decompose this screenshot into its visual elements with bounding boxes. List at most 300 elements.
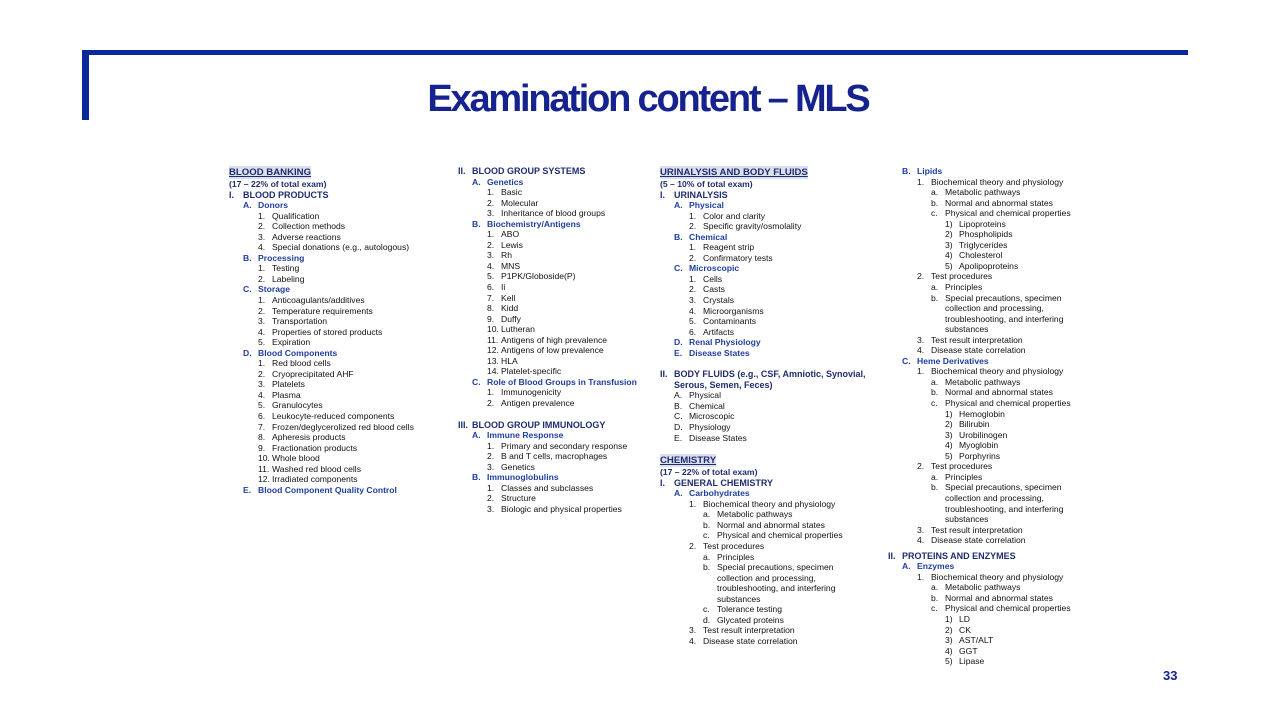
outline-text: P1PK/Globoside(P)	[501, 271, 576, 282]
outline-text: Temperature requirements	[272, 305, 373, 316]
outline-item	[229, 221, 455, 232]
subtopic	[458, 219, 684, 230]
outline-item	[229, 464, 455, 475]
section-spacer	[458, 409, 684, 420]
outline-item	[660, 552, 886, 563]
outline-text: Biochemical theory and physiology	[931, 176, 1064, 187]
outline-text: Normal and abnormal states	[945, 387, 1053, 398]
outline-item	[888, 451, 1114, 462]
outline-label: a.	[931, 282, 939, 293]
outline-label: 1.	[689, 242, 697, 253]
outline-item	[888, 398, 1114, 409]
outline-item	[888, 303, 1114, 314]
outline-label: 4.	[689, 305, 697, 316]
outline-text: PROTEINS AND ENZYMES	[902, 550, 1016, 561]
outline-label: 2.	[917, 271, 925, 282]
outline-label: 1.	[917, 571, 925, 582]
outline-item	[458, 187, 684, 198]
major-topic	[660, 369, 886, 380]
outline-label: C.	[674, 411, 683, 422]
outline-label: 2.	[487, 398, 495, 409]
outline-label: 3.	[258, 379, 266, 390]
outline-text: AST/ALT	[959, 635, 994, 646]
outline-label	[931, 514, 945, 525]
outline-item	[660, 316, 886, 327]
outline-label: 4)	[945, 440, 953, 451]
outline-text: Test procedures	[931, 461, 993, 472]
outline-label: 2.	[487, 239, 495, 250]
outline-label: b.	[931, 197, 939, 208]
outline-label	[931, 493, 945, 504]
outline-item	[888, 535, 1114, 546]
outline-text: Whole blood	[272, 453, 320, 464]
outline-item	[660, 636, 886, 647]
outline-label: C.	[243, 284, 252, 295]
outline-text: Antigens of high prevalence	[501, 334, 608, 345]
outline-text: Physical and chemical properties	[945, 603, 1071, 614]
outline-item	[888, 366, 1114, 377]
outline-item	[888, 177, 1114, 188]
outline-item	[660, 530, 886, 541]
outline-text: Immune Response	[487, 430, 564, 441]
major-topic	[660, 190, 886, 201]
section-weight	[660, 179, 886, 190]
outline-label: 6.	[258, 411, 266, 422]
outline-item	[229, 337, 455, 348]
subtopic	[458, 377, 684, 388]
outline-text: collection and processing,	[717, 572, 816, 583]
section-heading	[660, 166, 886, 179]
outline-item	[888, 482, 1114, 493]
outline-label: a.	[703, 551, 711, 562]
outline-text: Test result interpretation	[931, 334, 1023, 345]
outline-item	[458, 208, 684, 219]
outline-text: Genetics	[487, 176, 524, 187]
outline-label: b.	[931, 387, 939, 398]
outline-item	[888, 240, 1114, 251]
outline-label: 5.	[258, 400, 266, 411]
outline-item	[888, 324, 1114, 335]
outline-text: Plasma	[272, 389, 301, 400]
major-topic	[458, 166, 684, 177]
outline-label: II.	[458, 166, 466, 176]
subtopic	[458, 430, 684, 441]
subtopic	[229, 200, 455, 211]
outline-label: 1)	[945, 408, 953, 419]
outline-text: Test procedures	[931, 271, 993, 282]
outline-label	[931, 303, 945, 314]
outline-label: 1.	[487, 229, 495, 240]
outline-label: A.	[674, 390, 683, 401]
outline-label: c.	[703, 530, 710, 541]
outline-text: Glycated proteins	[717, 614, 784, 625]
outline-label: C.	[472, 376, 481, 387]
outline-text: Microscopic	[689, 411, 735, 422]
outline-label: 8.	[258, 432, 266, 443]
outline-label: a.	[931, 187, 939, 198]
outline-item	[888, 572, 1114, 583]
outline-text: BLOOD BANKING	[229, 167, 312, 178]
outline-text: Biologic and physical properties	[501, 503, 622, 514]
outline-label: 14.	[487, 366, 499, 377]
outline-label: a.	[931, 471, 939, 482]
outline-text: Reagent strip	[703, 242, 755, 253]
outline-item	[229, 295, 455, 306]
outline-text: Disease state correlation	[931, 345, 1026, 356]
outline-label: 2.	[917, 461, 925, 472]
outline-text: Special precautions, specimen	[945, 482, 1062, 493]
outline-text: Qualification	[272, 210, 320, 221]
outline-text: BLOOD GROUP IMMUNOLOGY	[472, 419, 606, 430]
outline-item	[458, 198, 684, 209]
outline-text: Biochemical theory and physiology	[931, 366, 1064, 377]
outline-label: 3.	[487, 250, 495, 261]
content-column-2	[458, 166, 684, 515]
outline-text: Disease States	[689, 347, 750, 358]
outline-label: 4.	[917, 345, 925, 356]
outline-label: 3.	[258, 231, 266, 242]
subtopic	[660, 337, 886, 348]
outline-item	[888, 472, 1114, 483]
outline-label: 4)	[945, 645, 953, 656]
outline-item	[888, 229, 1114, 240]
outline-label: 2)	[945, 624, 953, 635]
outline-label: 2.	[689, 540, 697, 551]
outline-text: substances	[717, 593, 761, 604]
outline-label: 2.	[689, 284, 697, 295]
outline-item	[888, 635, 1114, 646]
outline-text: Metabolic pathways	[717, 509, 793, 520]
outline-label: 5.	[689, 316, 697, 327]
outline-text: Blood Components	[258, 347, 338, 358]
outline-text: Properties of stored products	[272, 326, 383, 337]
outline-text: Special donations (e.g., autologous)	[272, 242, 410, 253]
outline-text: Biochemical theory and physiology	[703, 498, 836, 509]
outline-item	[888, 419, 1114, 430]
outline-text: Irradiated components	[272, 474, 358, 485]
outline-text: Color and clarity	[703, 210, 766, 221]
outline-label: a.	[931, 376, 939, 387]
outline-item	[458, 271, 684, 282]
outline-item	[458, 240, 684, 251]
outline-item	[888, 582, 1114, 593]
outline-item	[888, 625, 1114, 636]
outline-label: 11.	[487, 334, 499, 345]
outline-item	[660, 520, 886, 531]
outline-label: 4.	[689, 635, 697, 646]
outline-item	[458, 504, 684, 515]
outline-text: Physical	[689, 200, 724, 211]
outline-label: 12.	[487, 345, 499, 356]
outline-text: Inheritance of blood groups	[501, 208, 606, 219]
outline-label: B.	[674, 400, 683, 411]
page-number: 33	[1163, 668, 1178, 683]
outline-text: Special precautions, specimen	[945, 292, 1062, 303]
outline-label	[703, 573, 717, 584]
subtopic	[660, 200, 886, 211]
outline-item	[888, 440, 1114, 451]
outline-item	[888, 187, 1114, 198]
outline-label: I.	[660, 477, 666, 488]
outline-text: Special precautions, specimen	[717, 562, 834, 573]
outline-label	[703, 594, 717, 605]
outline-item	[888, 293, 1114, 304]
outline-text: Urobilinogen	[959, 429, 1008, 440]
outline-label: 3.	[487, 503, 495, 514]
outline-text: Principles	[945, 471, 983, 482]
outline-item	[458, 335, 684, 346]
outline-text: Kell	[501, 292, 516, 303]
outline-label: 10.	[487, 324, 499, 335]
outline-label: 3.	[689, 295, 697, 306]
outline-label: 5)	[945, 260, 953, 271]
outline-label: I.	[660, 189, 666, 200]
outline-text: Physical and chemical properties	[945, 208, 1071, 219]
outline-text: Physical and chemical properties	[945, 398, 1071, 409]
outline-text: Myoglobin	[959, 440, 999, 451]
outline-text: Rh	[501, 250, 512, 261]
outline-item	[660, 604, 886, 615]
outline-item	[888, 198, 1114, 209]
outline-item	[660, 411, 886, 422]
outline-item	[660, 253, 886, 264]
outline-text: Crystals	[703, 295, 735, 306]
outline-item	[660, 562, 886, 573]
outline-item	[229, 306, 455, 317]
outline-item	[458, 250, 684, 261]
outline-item	[458, 462, 684, 473]
outline-label: 4)	[945, 250, 953, 261]
outline-label: b.	[703, 519, 711, 530]
outline-label: c.	[931, 603, 938, 614]
outline-item	[660, 295, 886, 306]
outline-label: 2.	[258, 368, 266, 379]
outline-item	[888, 271, 1114, 282]
outline-text: Principles	[717, 551, 755, 562]
outline-label: E.	[243, 484, 252, 495]
outline-label: 1.	[487, 482, 495, 493]
outline-label: 1.	[917, 366, 925, 377]
outline-item	[660, 401, 886, 412]
outline-label: A.	[902, 561, 911, 572]
outline-text: substances	[945, 324, 989, 335]
subtopic	[660, 232, 886, 243]
outline-label: 1)	[945, 218, 953, 229]
outline-text: Chemical	[689, 231, 728, 242]
outline-label: 3.	[689, 625, 697, 636]
outline-item	[229, 474, 455, 485]
outline-item	[888, 656, 1114, 667]
outline-text: Processing	[258, 252, 305, 263]
outline-text: Genetics	[501, 461, 535, 472]
outline-label: a.	[931, 582, 939, 593]
outline-label: C.	[902, 355, 911, 366]
outline-text: Enzymes	[917, 561, 955, 572]
outline-text: Casts	[703, 284, 725, 295]
outline-label: 2.	[487, 493, 495, 504]
outline-item	[229, 274, 455, 285]
content-column-4	[888, 166, 1114, 667]
outline-item	[660, 594, 886, 605]
outline-text: ABO	[501, 229, 520, 240]
outline-text: collection and processing,	[945, 492, 1044, 503]
outline-label: B.	[902, 166, 911, 176]
outline-text: BLOOD PRODUCTS	[243, 189, 329, 200]
outline-item	[660, 422, 886, 433]
outline-text: Leukocyte-reduced components	[272, 411, 395, 422]
outline-label: A.	[472, 430, 481, 441]
outline-label	[703, 583, 717, 594]
section-spacer	[660, 358, 886, 369]
outline-text: CHEMISTRY	[660, 455, 717, 467]
outline-text: Cryoprecipitated AHF	[272, 368, 354, 379]
outline-item	[229, 327, 455, 338]
outline-text: Antigens of low prevalence	[501, 345, 604, 356]
section-heading	[660, 454, 886, 467]
outline-label: II.	[888, 550, 896, 561]
outline-text: Microorganisms	[703, 305, 764, 316]
outline-text: (17 – 22% of total exam)	[660, 467, 758, 478]
outline-text: Serous, Semen, Feces)	[674, 379, 773, 390]
outline-label: A.	[674, 488, 683, 499]
outline-text: Metabolic pathways	[945, 187, 1021, 198]
outline-item	[888, 614, 1114, 625]
outline-label: II.	[660, 369, 668, 380]
outline-label: 1.	[689, 498, 697, 509]
outline-item	[458, 356, 684, 367]
outline-item	[888, 593, 1114, 604]
outline-label: 7.	[258, 421, 266, 432]
outline-item	[229, 411, 455, 422]
outline-item	[458, 314, 684, 325]
outline-text: Frozen/deglycerolized red blood cells	[272, 421, 414, 432]
outline-item	[229, 211, 455, 222]
outline-label: 12.	[258, 474, 270, 485]
outline-text: HLA	[501, 355, 518, 366]
outline-text: Lipase	[959, 656, 985, 667]
outline-item	[888, 409, 1114, 420]
outline-label: 4.	[258, 326, 266, 337]
outline-text: Expiration	[272, 337, 311, 348]
outline-item	[229, 453, 455, 464]
outline-text: GGT	[959, 645, 978, 656]
outline-label: 1)	[945, 613, 953, 624]
outline-text: Storage	[258, 284, 290, 295]
outline-text: Normal and abnormal states	[945, 592, 1053, 603]
outline-label: III.	[458, 419, 469, 430]
outline-label: a.	[703, 509, 711, 520]
outline-text: troubleshooting, and interfering	[945, 313, 1064, 324]
outline-item	[458, 324, 684, 335]
outline-text: Principles	[945, 282, 983, 293]
outline-item	[229, 432, 455, 443]
outline-text: Role of Blood Groups in Transfusion	[487, 376, 637, 387]
section-spacer	[660, 443, 886, 454]
outline-item	[458, 441, 684, 452]
outline-item	[888, 493, 1114, 504]
outline-label: b.	[931, 482, 939, 493]
outline-text: Basic	[501, 187, 523, 198]
outline-item	[229, 316, 455, 327]
outline-text: Classes and subclasses	[501, 482, 594, 493]
outline-label: b.	[931, 592, 939, 603]
outline-label: 3.	[917, 524, 925, 535]
major-topic	[660, 478, 886, 489]
outline-label: 1.	[258, 295, 266, 306]
outline-item	[888, 525, 1114, 536]
outline-text: GENERAL CHEMISTRY	[674, 477, 774, 488]
major-topic	[660, 380, 886, 391]
outline-text: Bilirubin	[959, 419, 990, 430]
outline-text: Donors	[258, 200, 289, 211]
outline-text: Transportation	[272, 316, 328, 327]
outline-item	[888, 208, 1114, 219]
outline-item	[229, 369, 455, 380]
outline-label: D.	[674, 337, 683, 348]
outline-text: Porphyrins	[959, 450, 1001, 461]
outline-text: Collection methods	[272, 221, 346, 232]
outline-text: Artifacts	[703, 326, 735, 337]
outline-text: CK	[959, 624, 971, 635]
outline-text: Biochemical theory and physiology	[931, 571, 1064, 582]
outline-label: 6.	[689, 326, 697, 337]
outline-label: 1.	[258, 210, 266, 221]
outline-item	[229, 400, 455, 411]
outline-label: 2)	[945, 419, 953, 430]
outline-item	[229, 242, 455, 253]
outline-text: Normal and abnormal states	[945, 197, 1053, 208]
outline-text: Physical	[689, 390, 721, 401]
outline-item	[888, 335, 1114, 346]
outline-text: Platelet-specific	[501, 366, 562, 377]
outline-text: troubleshooting, and interfering	[717, 583, 836, 594]
subtopic	[458, 177, 684, 188]
outline-label: 10.	[258, 453, 270, 464]
outline-item	[888, 387, 1114, 398]
outline-label: 3.	[917, 334, 925, 345]
outline-item	[660, 327, 886, 338]
outline-label	[931, 314, 945, 325]
outline-item	[458, 229, 684, 240]
outline-item	[458, 387, 684, 398]
outline-label: 3.	[487, 461, 495, 472]
outline-text: Carbohydrates	[689, 488, 750, 499]
outline-item	[458, 303, 684, 314]
outline-label: 5.	[487, 271, 495, 282]
outline-item	[660, 284, 886, 295]
outline-text: Anticoagulants/additives	[272, 295, 365, 306]
outline-text: Antigen prevalence	[501, 398, 575, 409]
outline-label: 6.	[487, 282, 495, 293]
outline-text: Chemical	[689, 400, 725, 411]
outline-label: 2)	[945, 229, 953, 240]
outline-item	[458, 366, 684, 377]
subtopic	[229, 253, 455, 264]
outline-item	[660, 211, 886, 222]
outline-label: d.	[703, 614, 711, 625]
outline-label: A.	[674, 200, 683, 211]
subtopic	[229, 284, 455, 295]
outline-label: 1.	[689, 273, 697, 284]
outline-text: Metabolic pathways	[945, 582, 1021, 593]
content-column-3	[660, 166, 886, 646]
outline-label: 1.	[258, 358, 266, 369]
outline-item	[888, 345, 1114, 356]
outline-label: 5.	[258, 337, 266, 348]
outline-label: C.	[674, 263, 683, 274]
outline-label: 4.	[258, 389, 266, 400]
slide-title: Examination content – MLS	[427, 78, 869, 120]
